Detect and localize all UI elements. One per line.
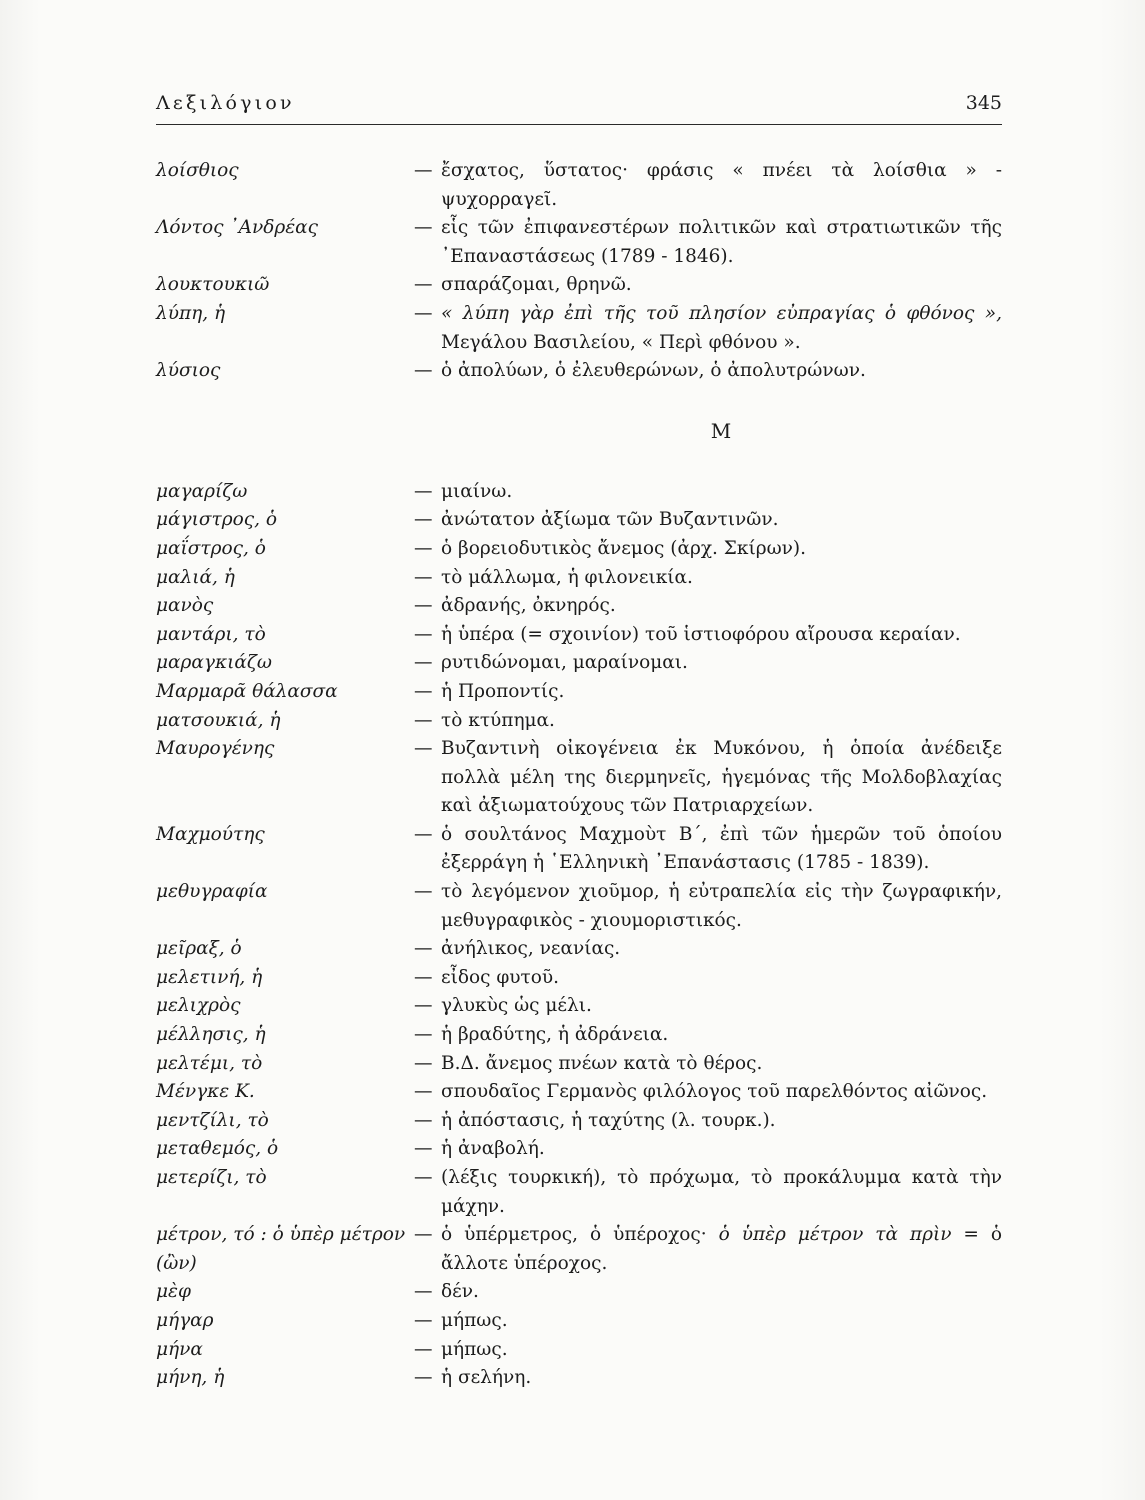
entry-definition: — ὁ ἀπολύων, ὁ ἐλευθερώνων, ὁ ἀπολυτρώνων.: [414, 360, 866, 382]
entry-term: λοίσθιος: [156, 160, 239, 181]
entry-definition: — Βυζαντινὴ οἰκογένεια ἐκ Μυκόνου, ἡ ὁποία ἀνέδειξε πολλὰ μέλη της διερμηνεῖς, ἡγεμόνας τῆς Μολδοβλαχίας καὶ ἀξιωματούχους τῶν Πατριαρχείων.: [414, 738, 1002, 817]
glossary-entry: [156, 271, 1006, 300]
glossary-entry: [156, 564, 1006, 593]
glossary-entry: [156, 1164, 1006, 1221]
entry-definition: — ἔσχατος, ὕστατος· φράσις « πνέει τὰ λοίσθια » - ψυχορραγεῖ.: [414, 160, 1002, 210]
entry-term: μελτέμι, τὸ: [156, 1052, 263, 1074]
glossary-entry: [156, 1050, 1006, 1079]
glossary-entry: [156, 1278, 1006, 1307]
glossary-entry: [156, 357, 1006, 386]
entry-definition: — ἡ βραδύτης, ἡ ἀδράνεια.: [414, 1024, 669, 1046]
glossary-entry: [156, 878, 1006, 935]
glossary-entry: [156, 621, 1006, 650]
glossary-entry: [156, 1336, 1006, 1365]
entry-definition: — ἡ σελήνη.: [414, 1367, 532, 1389]
entry-term: μήγαρ: [156, 1309, 214, 1331]
entry-definition: — ρυτιδώνομαι, μαραίνομαι.: [414, 652, 688, 674]
entry-term: μετερίζι, τὸ: [156, 1167, 267, 1188]
entry-term: Μένγκε Κ.: [156, 1081, 255, 1103]
entry-term: μανὸς: [156, 595, 214, 617]
entry-term: λουκτουκιῶ: [156, 274, 270, 296]
entry-term: μαλιά, ἡ: [156, 566, 235, 588]
entry-term: λύπη, ἡ: [156, 302, 226, 324]
entry-definition: — ὁ βορειοδυτικὸς ἄνεμος (ἀρχ. Σκίρων).: [414, 537, 807, 559]
glossary-entry: [156, 1021, 1006, 1050]
entry-term: μαΐστρος, ὁ: [156, 537, 266, 559]
header-rule: [156, 124, 1002, 125]
glossary-entry: [156, 964, 1006, 993]
entry-definition: — « λύπη γὰρ ἐπὶ τῆς τοῦ πλησίον εὐπραγίας ὁ φθόνος », Μεγάλου Βασιλείου, « Περὶ φθόνου ».: [414, 302, 1002, 353]
entry-definition: — γλυκὺς ὡς μέλι.: [414, 995, 592, 1017]
entry-definition: — σπαράζομαι, θρηνῶ.: [414, 274, 632, 296]
glossary-entry: [156, 1135, 1006, 1164]
glossary-entry: [156, 157, 1006, 214]
running-head: [156, 92, 1002, 122]
glossary-entry: [156, 1107, 1006, 1136]
entry-definition: — δέν.: [414, 1281, 479, 1303]
entry-definition: — εἷς τῶν ἐπιφανεστέρων πολιτικῶν καὶ στρατιωτικῶν τῆς ᾿Επαναστάσεως (1789 - 1846).: [414, 217, 1002, 267]
entry-term: μαγαρίζω: [156, 480, 248, 502]
entry-definition: — μιαίνω.: [414, 480, 513, 502]
entry-definition: — Β.Δ. ἄνεμος πνέων κατὰ τὸ θέρος.: [414, 1052, 763, 1074]
running-title: Λεξιλόγιον: [156, 92, 295, 114]
entry-definition: — μήπως.: [414, 1309, 508, 1331]
entry-definition: — ὁ ὑπέρμετρος, ὁ ὑπέροχος· ὁ ὑπὲρ μέτρον τὰ πρὶν = ὁ ἄλλοτε ὑπέροχος.: [414, 1224, 1003, 1274]
entry-term: λύσιος: [156, 360, 221, 382]
glossary-entry: [156, 214, 1006, 271]
entry-term: μελετινή, ἡ: [156, 966, 263, 988]
glossary-entry: [156, 592, 1006, 621]
glossary-entry: [156, 735, 1006, 821]
entry-term: μελιχρὸς: [156, 995, 241, 1017]
glossary-entry: [156, 935, 1006, 964]
entry-term: μήνη, ἡ: [156, 1367, 225, 1389]
entry-definition: — ἡ Προποντίς.: [414, 680, 565, 702]
entry-definition: — τὸ κτύπημα.: [414, 709, 555, 731]
entry-definition: — ἀδρανής, ὀκνηρός.: [414, 595, 616, 617]
glossary-entry: [156, 707, 1006, 736]
entry-term: Μαχμούτης: [156, 823, 265, 845]
glossary-entry: [156, 300, 1006, 357]
entry-term: μὲφ: [156, 1281, 191, 1303]
entry-term: μεῖραξ, ὁ: [156, 938, 242, 960]
entry-definition: — μήπως.: [414, 1338, 508, 1360]
glossary-entry: [156, 1221, 1006, 1278]
section-letter: Μ: [710, 418, 732, 443]
entry-term: μέτρον, τό : ὁ ὑπὲρ μέτρον (ὢν): [156, 1224, 406, 1274]
entry-term: Λόντος ᾿Ανδρέας: [156, 217, 319, 239]
entry-term: μαντάρι, τὸ: [156, 623, 266, 645]
entry-term: μάγιστρος, ὁ: [156, 509, 277, 531]
entry-term: μεταθεμός, ὁ: [156, 1138, 279, 1160]
glossary-entry: [156, 992, 1006, 1021]
entry-term: μήνα: [156, 1338, 203, 1360]
entry-term: μέλλησις, ἡ: [156, 1024, 266, 1046]
entry-definition: — (λέξις τουρκική), τὸ πρόχωμα, τὸ προκάλυμμα κατὰ τὴν μάχην.: [414, 1167, 1002, 1217]
glossary-entry: [156, 478, 1006, 507]
glossary-entry: [156, 821, 1006, 878]
entry-definition: — τὸ λεγόμενον χιοῦμορ, ἡ εὐτραπελία εἰς τὴν ζωγραφικήν, μεθυγραφικὸς - χιουμοριστικός.: [414, 881, 1002, 931]
entry-definition: — ἀνήλικος, νεανίας.: [414, 938, 621, 960]
entry-definition: — ἡ ἀπόστασις, ἡ ταχύτης (λ. τουρκ.).: [414, 1109, 776, 1131]
entry-definition: — ἡ ἀναβολή.: [414, 1138, 545, 1160]
entry-definition: — σπουδαῖος Γερμανὸς φιλόλογος τοῦ παρελθόντος αἰῶνος.: [414, 1081, 988, 1103]
glossary-entry: [156, 1364, 1006, 1393]
page-number: 345: [965, 92, 1002, 114]
entry-term: μεθυγραφία: [156, 881, 268, 903]
entry-definition: — ἀνώτατον ἀξίωμα τῶν Βυζαντινῶν.: [414, 509, 779, 531]
glossary-entries: [156, 157, 1006, 1393]
glossary-entry: [156, 649, 1006, 678]
entry-definition: — εἶδος φυτοῦ.: [414, 966, 560, 988]
entry-term: Μαυρογένης: [156, 738, 275, 760]
entry-definition: — ὁ σουλτάνος Μαχμοὺτ Β΄, ἐπὶ τῶν ἡμερῶν τοῦ ὁποίου ἐξερράγη ἡ ῾Ελληνικὴ ᾿Επανάστασις (1785 - 1839).: [414, 823, 1002, 874]
glossary-entry: [156, 506, 1006, 535]
glossary-entry: [156, 535, 1006, 564]
glossary-entry: [156, 1307, 1006, 1336]
glossary-entry: [156, 1078, 1006, 1107]
entry-term: μαραγκιάζω: [156, 652, 272, 674]
entry-term: ματσουκιά, ἡ: [156, 709, 281, 731]
entry-term: μεντζίλι, τὸ: [156, 1109, 269, 1131]
entry-definition: — τὸ μάλλωμα, ἡ φιλονεικία.: [414, 566, 693, 588]
glossary-entry: [156, 678, 1006, 707]
entry-definition: — ἡ ὑπέρα (= σχοινίον) τοῦ ἱστιοφόρου αἴρουσα κεραίαν.: [414, 623, 961, 645]
entry-term: Μαρμαρᾶ θάλασσα: [156, 680, 338, 702]
